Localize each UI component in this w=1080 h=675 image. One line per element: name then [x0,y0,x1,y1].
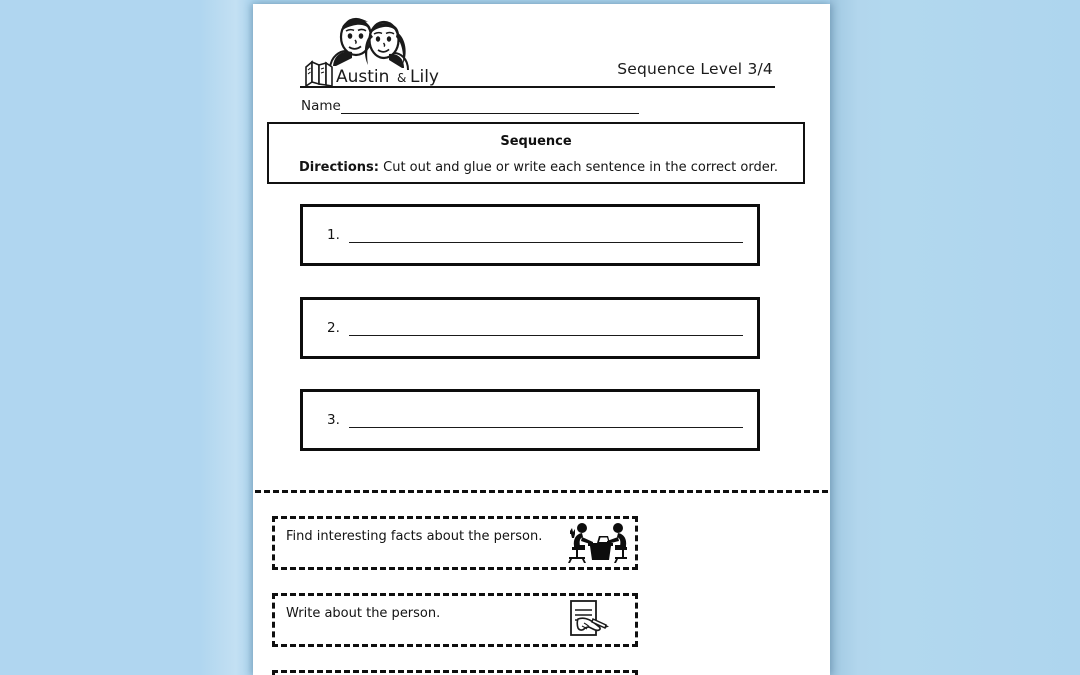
answer-box-1[interactable] [300,204,760,266]
answer-blank-2[interactable] [349,335,743,336]
name-row [301,100,639,115]
answer-number-3: 3. [327,412,340,428]
answer-blank-1[interactable] [349,242,743,243]
two-people-at-desk-icon [561,521,627,565]
svg-text:&: & [397,71,407,85]
answer-box-3[interactable] [300,389,760,451]
svg-text:Lily: Lily [410,67,439,87]
directions-label: Directions: [299,160,379,175]
name-input-blank[interactable] [341,113,639,114]
answer-blank-3[interactable] [349,427,743,428]
sheet-title: Sequence Level 3/4 [617,60,773,78]
page-backdrop-right [830,0,1080,675]
cut-strip-2-text: Write about the person. [286,606,441,621]
worksheet-page [253,4,830,675]
answer-row-3 [327,414,743,430]
directions-box [267,122,805,184]
directions-line [269,160,803,175]
svg-text:Austin: Austin [336,67,390,87]
answer-box-2[interactable] [300,297,760,359]
directions-text: Cut out and glue or write each sentence in the correct order. [383,160,778,175]
answer-row-2 [327,322,743,338]
hand-writing-on-paper-icon [565,597,613,641]
answer-number-2: 2. [327,320,340,336]
austin-and-lily-logo [300,10,460,88]
cut-strip-3[interactable] [272,670,638,675]
worksheet-header [300,10,775,90]
name-label: Name [301,98,341,114]
cut-strip-1[interactable] [272,516,638,570]
cut-strip-2[interactable] [272,593,638,647]
directions-title: Sequence [500,134,572,149]
cut-strip-1-text: Find interesting facts about the person. [286,529,543,544]
header-divider [300,86,775,88]
answer-row-1 [327,229,743,245]
answer-number-1: 1. [327,227,340,243]
cut-line-divider [255,490,828,493]
